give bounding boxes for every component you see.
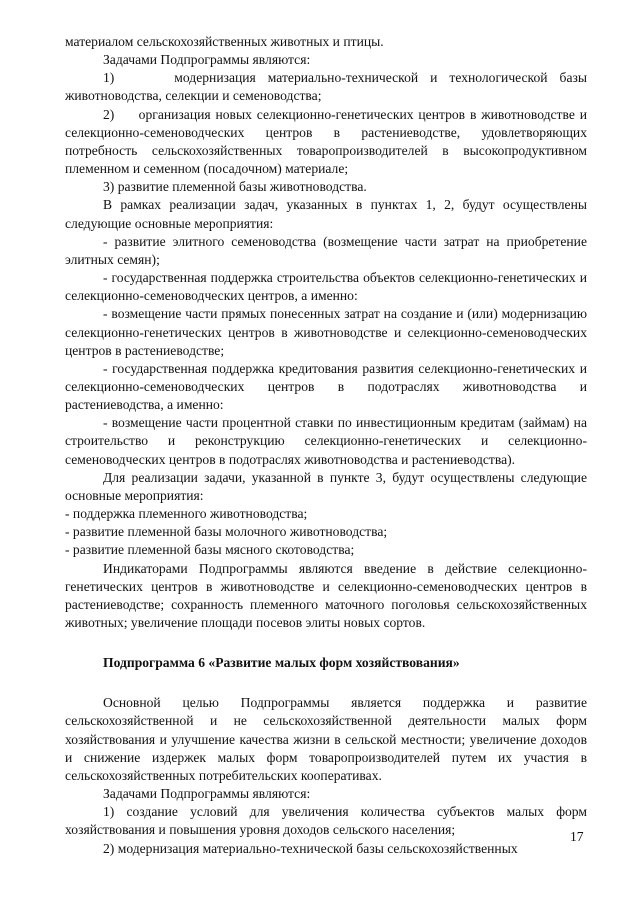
measures-intro-3: Для реализации задачи, указанной в пункте 3, будут осуществлены следующие основные мероприятия: <box>65 469 587 503</box>
task-6-item-2: 2) модернизация материально-технической базы сельскохозяйственных <box>103 840 518 856</box>
measure-breeding-support: - поддержка племенного животноводства; <box>65 506 308 522</box>
main-goal-paragraph: Основной целью Подпрограммы является поддержка и развитие сельскохозяйственной и не сельскохозяйственной деятельности малых форм хозяйствования и улучшение качества жизни в сельской местности; увеличение доходов и снижение издержек малых форм товаропроизводителей путем их участия в сельскохозяйственных потребительских кооперативах. <box>65 695 587 783</box>
measure-cost-compensation: - возмещение части прямых понесенных затрат на создание и (или) модернизацию селекционно-генетических центров в животноводстве и селекционно-семеноводческих центров в растениеводстве; <box>65 306 587 358</box>
task-6-item-1: 1) создание условий для увеличения количества субъектов малых форм хозяйствования и повышения уровня доходов сельского населения; <box>65 804 587 838</box>
document-page <box>65 33 587 858</box>
measure-dairy-base: - развитие племенной базы молочного животноводства; <box>65 524 388 540</box>
section-heading: Подпрограмма 6 «Развитие малых форм хозяйствования» <box>103 655 460 671</box>
task-item-3: 3) развитие племенной базы животноводства. <box>103 179 367 195</box>
task-item-2: 2) организация новых селекционно-генетических центров в животноводстве и селекционно-семеноводческих центров в растениеводстве, удовлетворяющих потребность сельскохозяйственных товаропроизводителей в высокопродуктивном племенном и семенном (посадочном) материале; <box>65 106 587 177</box>
paragraph-continuation: материалом сельскохозяйственных животных и птицы. <box>65 34 384 49</box>
measure-beef-base: - развитие племенной базы мясного скотоводства; <box>65 542 355 558</box>
measure-interest-compensation: - возмещение части процентной ставки по инвестиционным кредитам (займам) на строительство и реконструкцию селекционно-генетических и селекционно-семеноводческих центров в подотраслях животноводства и растениеводства). <box>65 415 587 467</box>
page-number: 17 <box>570 829 584 844</box>
measure-construction-support: - государственная поддержка строительства объектов селекционно-генетических и селекционно-семеноводческих центров, а именно: <box>65 270 587 304</box>
measure-credit-support: - государственная поддержка кредитования развития селекционно-генетических и селекционно-семеноводческих центров в подотраслях животноводства и растениеводства, а именно: <box>65 360 587 413</box>
task-item-1: 1) модернизация материально-технической и технологической базы животноводства, селекции и семеноводства; <box>65 70 587 104</box>
measures-intro-1-2: В рамках реализации задач, указанных в пунктах 1, 2, будут осуществлены следующие основные мероприятия: <box>65 197 587 231</box>
measure-elite-seeds: - развитие элитного семеноводства (возмещение части затрат на приобретение элитных семян); <box>65 233 587 267</box>
tasks-intro-2: Задачами Подпрограммы являются: <box>103 786 311 802</box>
tasks-intro: Задачами Подпрограммы являются: <box>103 52 311 68</box>
indicators-paragraph: Индикаторами Подпрограммы являются введение в действие селекционно-генетических центров в животноводстве и селекционно-семеноводческих центров в растениеводстве; сохранность племенного маточного поголовья сельскохозяйственных животных; увеличение площади посевов элиты новых сортов. <box>65 560 587 630</box>
